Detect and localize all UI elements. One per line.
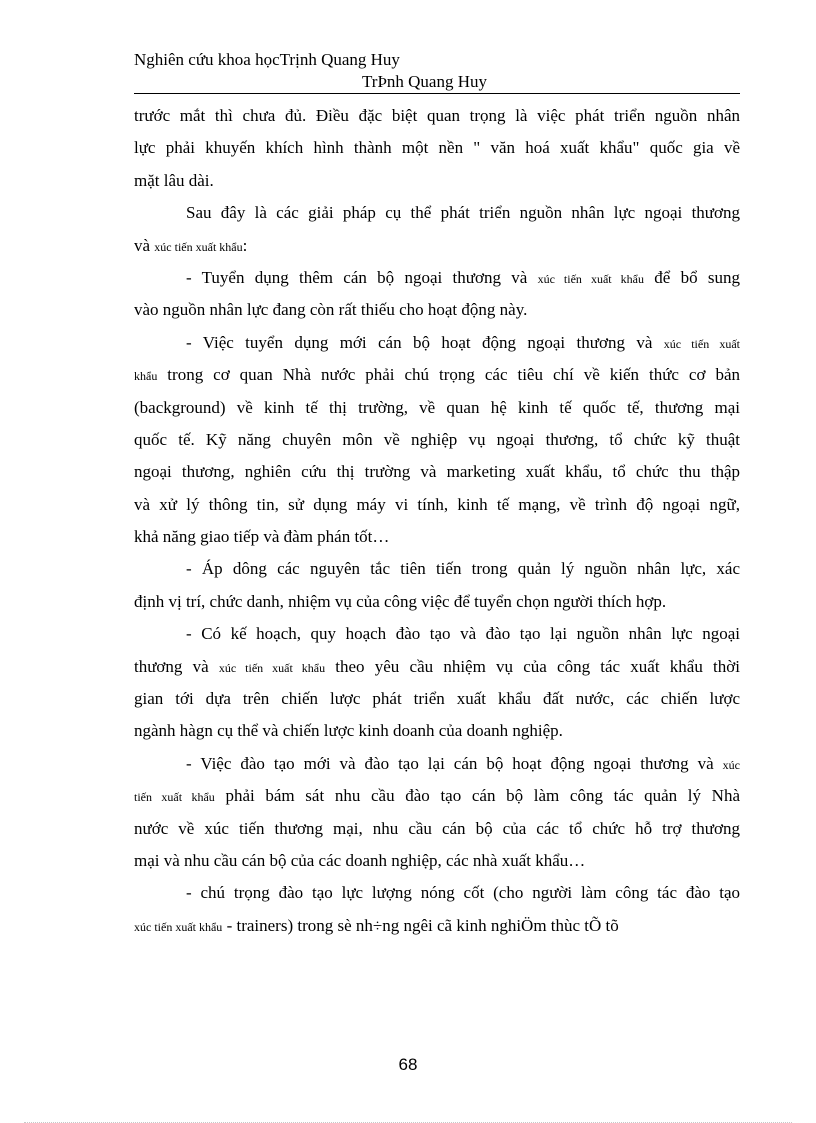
text-line-p4-l4: [134, 424, 740, 456]
text-run: - Việc đào tạo mới và đào tạo lại cán bộ hoạt động ngoại thương và: [186, 753, 723, 773]
text-run: - Việc tuyển dụng mới cán bộ hoạt động ngoại thương và: [186, 332, 664, 352]
text-line-p3-l2: [134, 294, 740, 326]
text-run: mặt lâu dài.: [134, 170, 214, 190]
small-text-run: xúc tiến xuất khẩu: [537, 271, 644, 286]
text-run: Sau đây là các giải pháp cụ thể phát triển nguồn nhân lực ngoại thương: [186, 203, 740, 223]
header-title-line: Nghiên cứu khoa họcTrịnh Quang Huy: [134, 50, 400, 69]
text-line-p6-l4: [134, 715, 740, 747]
text-run: trong cơ quan Nhà nước phải chú trọng các tiêu chí về kiến thức cơ bản: [157, 365, 740, 385]
small-text-run: xúc tiến xuất khẩu: [134, 919, 223, 934]
document-body: [134, 100, 740, 942]
header-rule: [134, 93, 740, 94]
text-run: thương và: [134, 656, 219, 676]
text-line-p8-l1: [134, 877, 740, 909]
text-line-p7-l4: [134, 845, 740, 877]
text-line-p7-l3: [134, 813, 740, 845]
text-run: mại và nhu cầu cán bộ của các doanh nghiệp, các nhà xuất khẩu…: [134, 850, 586, 870]
text-line-p1-l3: [134, 165, 740, 197]
small-text-run: xúc tiến xuất khẩu: [218, 660, 326, 675]
text-run: (background) về kinh tế thị trường, về quan hệ kinh tế quốc tế, thương mại: [134, 397, 740, 417]
text-run: vào nguồn nhân lực đang còn rất thiếu cho hoạt động này.: [134, 300, 528, 320]
text-line-p4-l3: [134, 392, 740, 424]
text-line-p7-l2: [134, 780, 740, 812]
text-run: - Tuyển dụng thêm cán bộ ngoại thương và: [186, 267, 538, 287]
text-run: gian tới dựa trên chiến lược phát triển xuất khẩu đất nước, các chiến lược: [134, 689, 740, 709]
text-run: - Có kế hoạch, quy hoạch đào tạo và đào tạo lại nguồn nhân lực ngoại: [186, 624, 740, 644]
text-line-p2-l1: [134, 197, 740, 229]
text-run: ngoại thương, nghiên cứu thị trường và marketing xuất khẩu, tổ chức thu thập: [134, 462, 740, 482]
text-line-p5-l2: [134, 586, 740, 618]
small-text-run: khẩu: [134, 369, 158, 384]
text-run: :: [242, 235, 248, 255]
text-run: nước về xúc tiến thương mại, nhu cầu cán bộ của các tổ chức hỗ trợ thương: [134, 818, 740, 838]
text-line-p3-l1: [134, 262, 740, 294]
text-line-p7-l1: [134, 748, 740, 780]
text-line-p1-l1: [134, 100, 740, 132]
text-line-p5-l1: [134, 553, 740, 585]
text-run: và: [134, 235, 155, 255]
text-line-p1-l2: [134, 132, 740, 164]
text-run: quốc tế. Kỹ năng chuyên môn về nghiệp vụ ngoại thương, tổ chức kỹ thuật: [134, 429, 740, 449]
small-text-run: tiến xuất khẩu: [134, 790, 215, 805]
text-line-p6-l2: [134, 651, 740, 683]
text-run: - chú trọng đào tạo lực lượng nóng cốt (cho người làm công tác đào tạo: [186, 883, 740, 903]
text-line-p2-l2: [134, 230, 740, 262]
text-line-p4-l2: [134, 359, 740, 391]
text-run: để bổ sung: [643, 267, 740, 287]
text-run: theo yêu cầu nhiệm vụ của công tác xuất khẩu thời: [325, 656, 740, 676]
text-run: định vị trí, chức danh, nhiệm vụ của công việc để tuyển chọn người thích hợp.: [134, 591, 667, 611]
text-line-p4-l7: [134, 521, 740, 553]
text-run: lực phải khuyến khích hình thành một nền " văn hoá xuất khẩu" quốc gia về: [134, 138, 740, 158]
small-text-run: xúc tiến xuất: [663, 336, 741, 351]
header-author-line: TrÞnh Quang Huy: [362, 72, 488, 91]
text-run: và xử lý thông tin, sử dụng máy vi tính, kinh tế mạng, về trình độ ngoại ngữ,: [134, 494, 740, 514]
text-line-p6-l3: [134, 683, 740, 715]
text-run: trước mắt thì chưa đủ. Điều đặc biệt quan trọng là việc phát triển nguồn nhân: [134, 106, 740, 125]
small-text-run: xúc: [722, 757, 740, 772]
text-run: - trainers) trong sè nh÷ng ngêi cã kinh nghiÖm thùc tÕ tõ: [222, 915, 619, 935]
text-run: khả năng giao tiếp và đàm phán tốt…: [134, 527, 390, 547]
text-run: ngành hàgn cụ thể và chiến lược kinh doanh của doanh nghiệp.: [134, 721, 563, 741]
page-number: 68: [398, 1055, 418, 1074]
text-line-p8-l2: [134, 910, 740, 942]
text-line-p4-l1: [134, 327, 740, 359]
text-line-p4-l6: [134, 489, 740, 521]
text-run: phải bám sát nhu cầu đào tạo cán bộ làm công tác quản lý Nhà: [214, 786, 740, 806]
text-line-p4-l5: [134, 456, 740, 488]
text-line-p6-l1: [134, 618, 740, 650]
small-text-run: xúc tiến xuất khẩu: [154, 239, 243, 254]
text-run: - Áp dông các nguyên tắc tiên tiến trong quản lý nguồn nhân lực, xác: [186, 559, 740, 579]
